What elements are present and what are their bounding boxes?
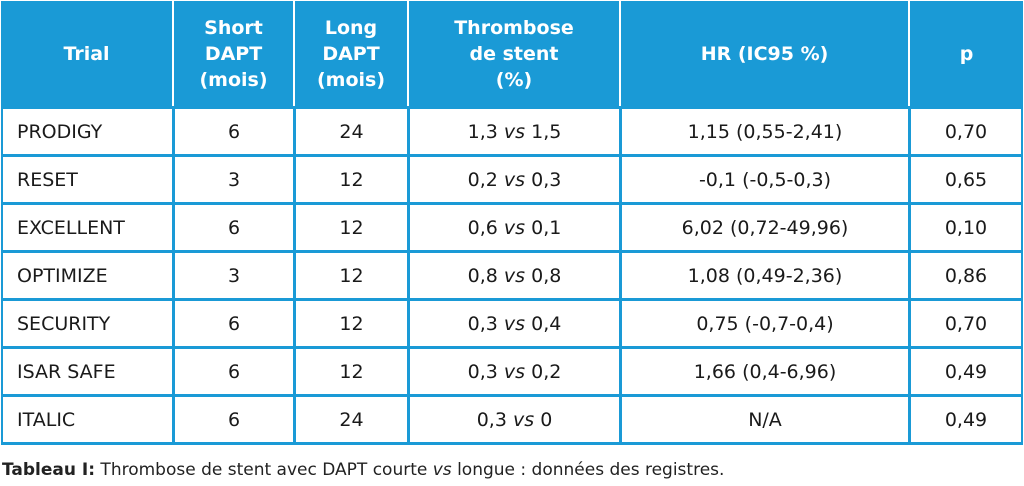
cell-hr: -0,1 (-0,5-0,3) [619,154,908,202]
cell-trial: EXCELLENT [1,202,172,250]
table-caption [2,460,724,480]
header-line: DAPT [322,42,380,65]
thrombose-long-value: 1,5 [531,120,562,143]
cell-short-dapt: 6 [172,346,293,394]
cell-trial: ITALIC [1,394,172,445]
thrombose-short-value: 0,6 [467,216,498,239]
cell-hr: N/A [619,394,908,445]
vs-text: vs [503,360,526,383]
header-line: Trial [63,42,110,65]
table-row [1,394,1023,445]
cell-hr: 1,66 (0,4-6,96) [619,346,908,394]
cell-trial: OPTIMIZE [1,250,172,298]
thrombose-short-value: 0,8 [467,264,498,287]
table-body [1,106,1023,445]
caption-label: Tableau I: [2,460,96,480]
data-table-container [1,1,1023,444]
cell-short-dapt: 3 [172,154,293,202]
header-line: DAPT [204,42,263,65]
cell-thrombose [407,298,619,346]
cell-long-dapt: 12 [293,346,407,394]
table-row [1,250,1023,298]
vs-text: vs [503,120,526,143]
cell-p: 0,49 [908,346,1023,394]
table-row [1,346,1023,394]
cell-long-dapt: 12 [293,250,407,298]
caption-vs: vs [432,460,452,480]
header-line: HR (IC95 %) [700,42,829,65]
cell-hr: 0,75 (-0,7-0,4) [619,298,908,346]
cell-thrombose [407,106,619,154]
cell-p: 0,49 [908,394,1023,445]
vs-text: vs [503,216,526,239]
vs-text: vs [503,312,526,335]
thrombose-short-value: 0,3 [476,408,507,431]
thrombose-short-value: 0,3 [467,312,498,335]
header-line: Short [204,16,263,39]
cell-p: 0,70 [908,106,1023,154]
cell-p: 0,65 [908,154,1023,202]
header-hr [619,1,908,106]
cell-short-dapt: 3 [172,250,293,298]
header-line: Long [324,16,378,39]
cell-long-dapt: 24 [293,106,407,154]
thrombose-long-value: 0,1 [531,216,562,239]
header-line: de stent [469,42,559,65]
thrombose-long-value: 0,8 [531,264,562,287]
header-line: p [959,42,974,65]
header-trial [1,1,172,106]
cell-short-dapt: 6 [172,298,293,346]
cell-long-dapt: 12 [293,298,407,346]
header-row [1,1,1023,106]
table-row [1,106,1023,154]
cell-thrombose [407,346,619,394]
vs-text: vs [512,408,535,431]
cell-long-dapt: 24 [293,394,407,445]
caption-text-before: Thrombose de stent avec DAPT courte [95,460,433,480]
cell-long-dapt: 12 [293,154,407,202]
cell-thrombose [407,202,619,250]
cell-trial: ISAR SAFE [1,346,172,394]
table-row [1,154,1023,202]
cell-hr: 1,15 (0,55-2,41) [619,106,908,154]
header-line: (mois) [199,68,268,91]
cell-trial: SECURITY [1,298,172,346]
cell-p: 0,10 [908,202,1023,250]
thrombose-long-value: 0 [540,408,553,431]
cell-thrombose [407,154,619,202]
thrombose-short-value: 0,2 [467,168,498,191]
cell-short-dapt: 6 [172,202,293,250]
cell-thrombose [407,250,619,298]
table-row [1,202,1023,250]
cell-short-dapt: 6 [172,106,293,154]
cell-trial: RESET [1,154,172,202]
header-thrombose [407,1,619,106]
header-short-dapt [172,1,293,106]
thrombose-long-value: 0,4 [531,312,562,335]
header-p [908,1,1023,106]
cell-long-dapt: 12 [293,202,407,250]
cell-trial: PRODIGY [1,106,172,154]
cell-hr: 1,08 (0,49-2,36) [619,250,908,298]
header-line: (%) [495,68,533,91]
cell-thrombose [407,394,619,445]
thrombose-short-value: 0,3 [467,360,498,383]
thrombose-short-value: 1,3 [467,120,498,143]
cell-hr: 6,02 (0,72-49,96) [619,202,908,250]
trials-table [1,1,1023,445]
cell-p: 0,86 [908,250,1023,298]
caption-text-after: longue : données des registres. [451,460,725,480]
vs-text: vs [503,168,526,191]
header-line: (mois) [316,68,386,91]
thrombose-long-value: 0,3 [531,168,562,191]
thrombose-long-value: 0,2 [531,360,562,383]
header-long-dapt [293,1,407,106]
vs-text: vs [503,264,526,287]
header-line: Thrombose [454,16,574,39]
cell-short-dapt: 6 [172,394,293,445]
table-row [1,298,1023,346]
cell-p: 0,70 [908,298,1023,346]
